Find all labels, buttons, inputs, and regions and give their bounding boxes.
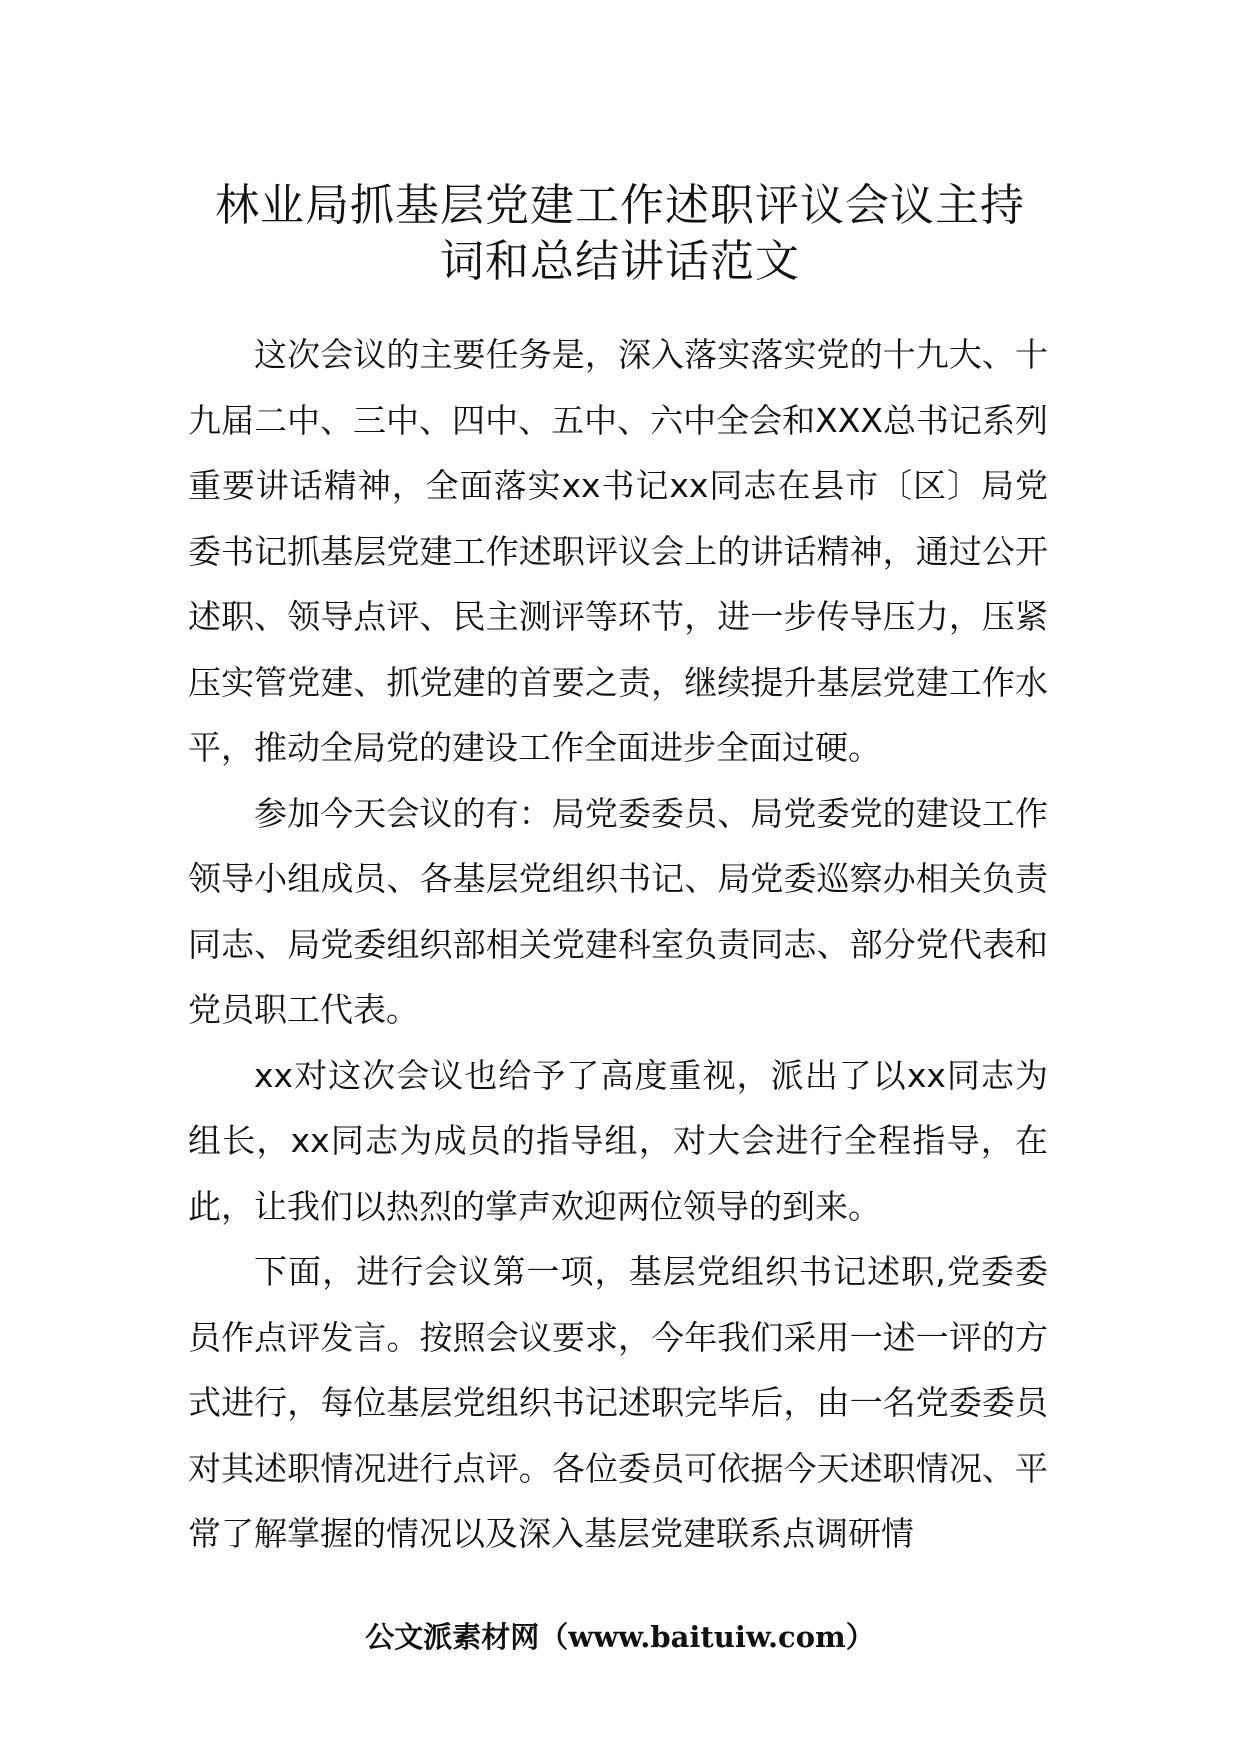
document-body bbox=[188, 322, 1048, 1567]
paragraph-meeting-tasks: 这次会议的主要任务是，深入落实落实党的十九大、十九届二中、三中、四中、五中、六中全会和XXX总书记系列重要讲话精神，全面落实xx书记xx同志在县市〔区〕局党委书记抓基层党建工作述职评议会上的讲话精神，通过公开述职、领导点评、民主测评等环节，进一步传导压力，压紧压实管党建、抓党建的首要之责，继续提升基层党建工作水平，推动全局党的建设工作全面进步全面过硬。 bbox=[188, 335, 1048, 767]
paragraph-attendees: 参加今天会议的有：局党委委员、局党委党的建设工作领导小组成员、各基层党组织书记、局党委巡察办相关负责同志、局党委组织部相关党建科室负责同志、部分党代表和党员职工代表。 bbox=[188, 793, 1048, 1029]
footer-source: 公文派素材网（www.baituiw.com） bbox=[365, 1620, 875, 1654]
title-line-1: 林业局抓基层党建工作述职评议会议主持 bbox=[215, 180, 1025, 231]
title-line-2: 词和总结讲话范文 bbox=[440, 236, 800, 287]
paragraph-agenda-item-one: 下面，进行会议第一项，基层党组织书记述职,党委委员作点评发言。按照会议要求，今年我们采用一述一评的方式进行，每位基层党组织书记述职完毕后，由一名党委委员对其述职情况进行点评。各位委员可依据今天述职情况、平常了解掌握的情况以及深入基层党建联系点调研情 bbox=[188, 1252, 1048, 1553]
document-title bbox=[190, 178, 1050, 290]
paragraph-guidance-group: xx对这次会议也给予了高度重视，派出了以xx同志为组长，xx同志为成员的指导组，对大会进行全程指导，在此，让我们以热烈的掌声欢迎两位领导的到来。 bbox=[188, 1055, 1048, 1226]
